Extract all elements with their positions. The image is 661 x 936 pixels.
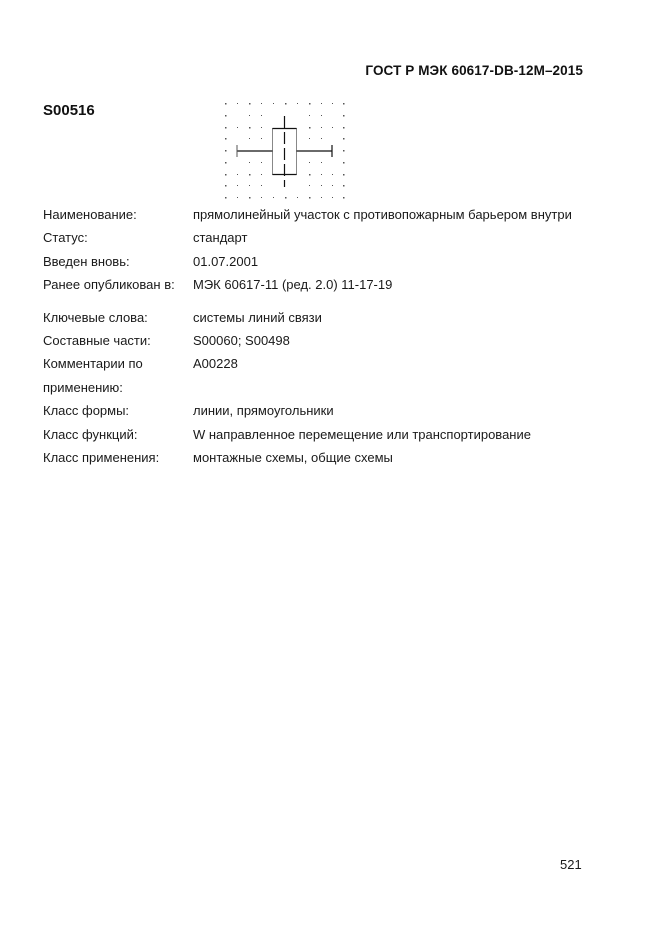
field-value: линии, прямоугольники (193, 403, 334, 419)
field-label: Ключевые слова: (43, 309, 148, 325)
document-standard-header: ГОСТ Р МЭК 60617-DB-12M–2015 (365, 63, 583, 78)
field-value: стандарт (193, 230, 248, 246)
field-label: Ранее опубликован в: (43, 277, 175, 293)
field-name (43, 203, 603, 226)
field-introduced (43, 250, 603, 273)
field-value: 01.07.2001 (193, 253, 259, 269)
field-previously-published (43, 273, 603, 296)
field-label: Комментарии по применению: (43, 356, 143, 395)
field-value: системы линий связи (193, 309, 322, 325)
field-label: Статус: (43, 230, 88, 246)
field-value: прямолинейный участок с противопожарным барьером внутри (193, 207, 572, 222)
field-shape-class (43, 399, 603, 422)
field-function-class (43, 423, 603, 446)
field-label: Наименование: (43, 207, 137, 222)
field-application-class (43, 446, 603, 469)
field-value: монтажные схемы, общие схемы (193, 450, 393, 466)
field-value: W направленное перемещение или транспортирование (193, 426, 531, 442)
field-value: МЭК 60617-11 (ред. 2.0) 11-17-19 (193, 277, 393, 293)
field-label: Класс применения: (43, 450, 160, 466)
symbol-properties (43, 203, 603, 469)
field-label: Класс формы: (43, 403, 130, 419)
field-value: S00060; S00498 (193, 333, 290, 349)
field-status (43, 226, 603, 249)
symbol-figure (210, 95, 360, 205)
field-application-notes (43, 352, 603, 399)
field-label: Составные части: (43, 333, 151, 349)
fire-barrier-symbol-icon (210, 95, 360, 205)
field-components (43, 329, 603, 352)
field-label: Введен вновь: (43, 253, 130, 269)
field-label: Класс функций: (43, 426, 138, 442)
field-value: A00228 (193, 356, 238, 372)
field-keywords (43, 306, 603, 329)
symbol-code: S00516 (43, 102, 95, 119)
page-number: 521 (560, 857, 582, 872)
